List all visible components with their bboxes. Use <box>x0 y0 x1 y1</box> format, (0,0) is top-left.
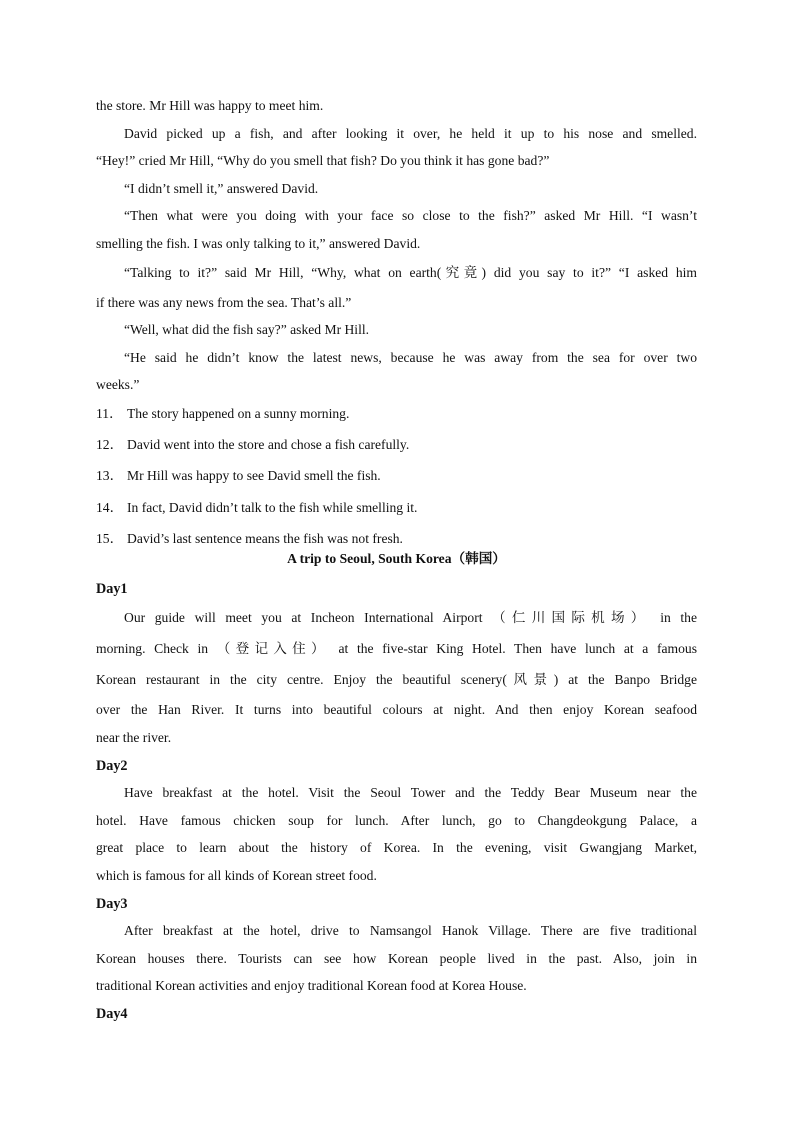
day-heading: Day1 <box>96 581 128 597</box>
question-number: 12． <box>96 437 124 452</box>
day2-line: great place to learn about the history of Korea. In the evening, visit Gwangjang Market, <box>96 840 697 855</box>
day1-line: Korean restaurant in the city centre. Enjoy the beautiful scenery(风景) at the Banpo Bridge <box>96 672 697 687</box>
question-number: 13． <box>96 468 124 483</box>
day1-line: near the river. <box>96 730 172 745</box>
day-heading: Day2 <box>96 758 128 774</box>
question-item <box>96 499 697 517</box>
story-line: “Talking to it?” said Mr Hill, “Why, what on earth(究竟) did you say to it?” “I asked him <box>124 265 697 280</box>
day2-line: which is famous for all kinds of Korean street food. <box>96 868 377 883</box>
story-line: the store. Mr Hill was happy to meet him. <box>96 98 324 113</box>
story-line: “Then what were you doing with your face so close to the fish?” asked Mr Hill. “I wasn’t <box>124 208 697 223</box>
question-number: 14． <box>96 500 124 515</box>
story-line: David picked up a fish, and after looking it over, he held it up to his nose and smelled. <box>124 126 697 141</box>
day1-line: morning. Check in （登记入住） at the five-star King Hotel. Then have lunch at a famous <box>96 641 697 656</box>
day3-line: After breakfast at the hotel, drive to Namsangol Hanok Village. There are five traditional <box>124 923 697 938</box>
day-heading: Day3 <box>96 896 128 912</box>
day2-line: Have breakfast at the hotel. Visit the Seoul Tower and the Teddy Bear Museum near the <box>124 785 697 800</box>
question-text: David went into the store and chose a fish carefully. <box>127 437 410 452</box>
day2-line: hotel. Have famous chicken soup for lunch. After lunch, go to Changdeokgung Palace, a <box>96 813 697 828</box>
question-number: 11． <box>96 406 123 421</box>
story-line: if there was any news from the sea. That’s all.” <box>96 295 352 310</box>
story-line: “Hey!” cried Mr Hill, “Why do you smell that fish? Do you think it has gone bad?” <box>96 153 550 168</box>
question-item <box>96 405 697 423</box>
story-line: “He said he didn’t know the latest news, because he was away from the sea for over two <box>124 350 697 365</box>
question-item <box>96 467 697 485</box>
question-text: Mr Hill was happy to see David smell the fish. <box>127 468 381 483</box>
story-line: weeks.” <box>96 377 140 392</box>
story-line: “Well, what did the fish say?” asked Mr Hill. <box>124 322 370 337</box>
day3-line: traditional Korean activities and enjoy traditional Korean food at Korea House. <box>96 978 527 993</box>
question-number: 15． <box>96 531 124 546</box>
day3-line: Korean houses there. Tourists can see how Korean people lived in the past. Also, join in <box>96 951 697 966</box>
trip-title: A trip to Seoul, South Korea（韩国） <box>287 551 506 566</box>
day1-line: Our guide will meet you at Incheon International Airport （仁川国际机场） in the <box>124 610 697 625</box>
question-text: The story happened on a sunny morning. <box>127 406 350 421</box>
story-line: “I didn’t smell it,” answered David. <box>124 181 319 196</box>
story-line: smelling the fish. I was only talking to it,” answered David. <box>96 236 421 251</box>
question-text: David’s last sentence means the fish was not fresh. <box>127 531 403 546</box>
day1-line: over the Han River. It turns into beautiful colours at night. And then enjoy Korean seafood <box>96 702 697 717</box>
question-item <box>96 436 697 454</box>
question-item <box>96 530 697 548</box>
day-heading: Day4 <box>96 1006 128 1022</box>
question-text: In fact, David didn’t talk to the fish while smelling it. <box>127 500 418 515</box>
